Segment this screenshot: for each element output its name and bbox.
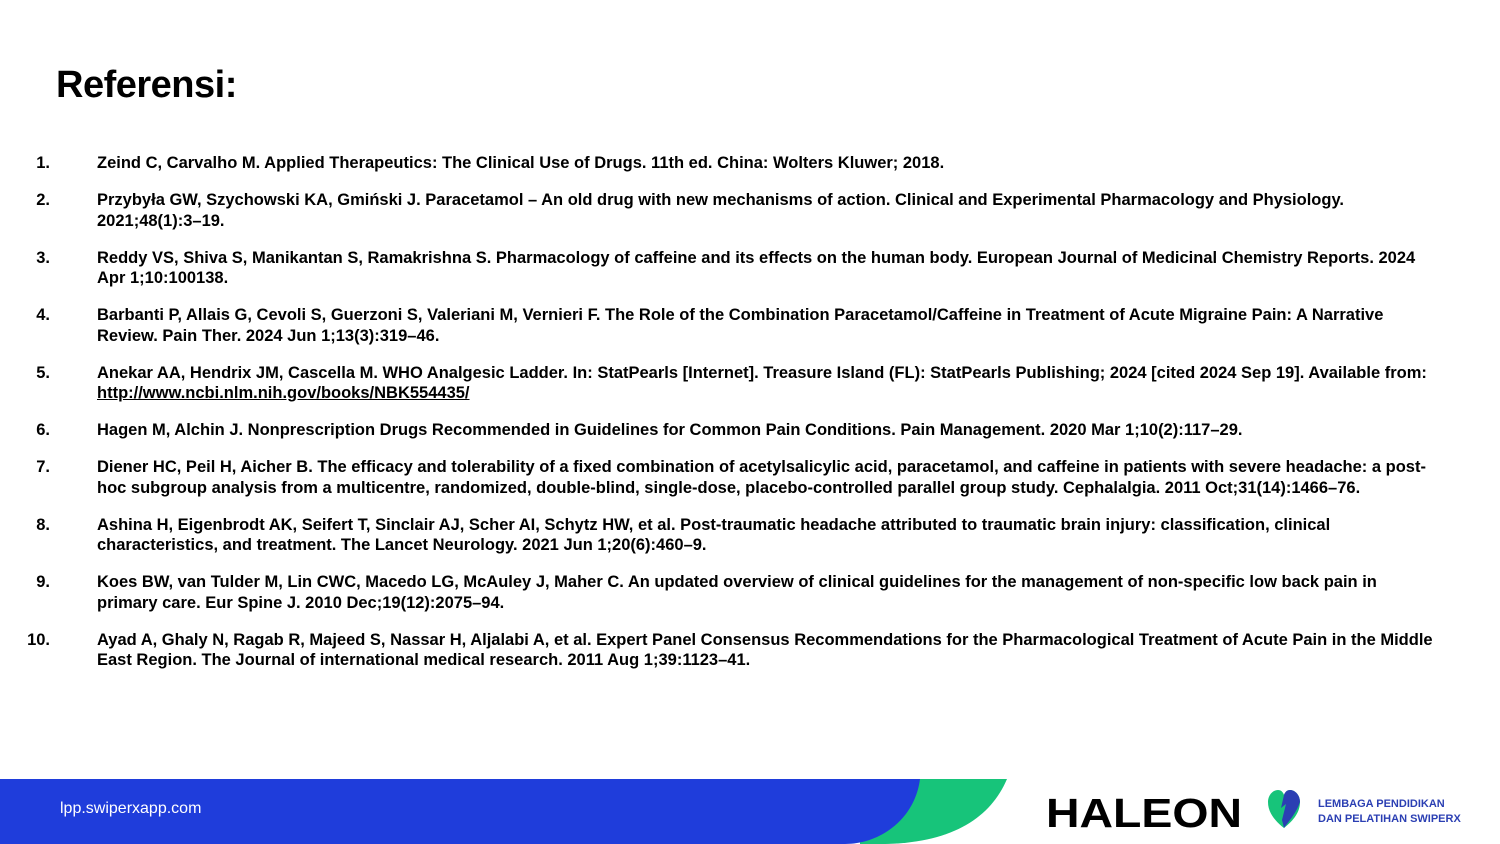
reference-number: 5. [36, 363, 50, 382]
reference-text: Zeind C, Carvalho M. Applied Therapeutics: The Clinical Use of Drugs. 11th ed. China: Wolters Kluwer; 2018. [97, 154, 945, 172]
reference-item [0, 572, 1440, 613]
footer-url[interactable]: lpp.swiperxapp.com [60, 800, 202, 817]
lpp-logo-text [1318, 797, 1461, 827]
lpp-heart-icon [1268, 790, 1300, 832]
reference-text: Anekar AA, Hendrix JM, Cascella M. WHO Analgesic Ladder. In: StatPearls [Internet]. Treasure Island (FL): StatPearls Publishing; 2024 [cited 2024 Sep 19]. Available from: [97, 363, 1427, 382]
reference-number: 9. [36, 573, 50, 591]
reference-text: Ayad A, Ghaly N, Ragab R, Majeed S, Nassar H, Aljalabi A, et al. Expert Panel Consensus Recommendations for the Pharmacological Treatment of Acute Pain in the Middle East Region. The Journal of international medical research. 2011 Aug 1;39:1123–41. [97, 630, 1433, 669]
reference-number: 10. [27, 630, 50, 649]
reference-number: 4. [36, 306, 50, 324]
lpp-logo-line1: LEMBAGA PENDIDIKAN [1318, 798, 1445, 810]
reference-number: 1. [36, 154, 50, 172]
reference-item [0, 190, 1440, 231]
reference-text: Przybyła GW, Szychowski KA, Gmiński J. Paracetamol – An old drug with new mechanisms of action. Clinical and Experimental Pharmacology and Physiology. 2021;48(1):3–19. [97, 191, 1344, 230]
reference-text: Koes BW, van Tulder M, Lin CWC, Macedo LG, McAuley J, Maher C. An updated overview of clinical guidelines for the management of non-specific low back pain in primary care. Eur Spine J. 2010 Dec;19(12):2075–94. [97, 573, 1377, 612]
reference-number: 3. [36, 248, 50, 267]
reference-item [0, 305, 1440, 346]
reference-number: 7. [36, 458, 50, 476]
reference-item [0, 248, 1440, 289]
reference-item [0, 363, 1440, 404]
reference-item [0, 420, 1440, 441]
page-title: Referensi: [56, 64, 237, 106]
reference-text: Ashina H, Eigenbrodt AK, Seifert T, Sinclair AJ, Scher AI, Schytz HW, et al. Post-traumatic headache attributed to traumatic brain injury: classification, clinical characteristics, and treatment. The Lancet Neurology. 2021 Jun 1;20(6):460–9. [97, 515, 1331, 554]
reference-text: Hagen M, Alchin J. Nonprescription Drugs Recommended in Guidelines for Common Pain Conditions. Pain Management. 2020 Mar 1;10(2):117–29. [97, 421, 1243, 439]
reference-text: Diener HC, Peil H, Aicher B. The efficacy and tolerability of a fixed combination of acetylsalicylic acid, paracetamol, and caffeine in patients with severe headache: a post-hoc subgroup analysis from a multicentre, randomized, double-blind, single-dose, placebo-controlled parallel group study. Cephalalgia. 2011 Oct;31(14):1466–76. [97, 458, 1426, 497]
reference-text: Reddy VS, Shiva S, Manikantan S, Ramakrishna S. Pharmacology of caffeine and its effects on the human body. European Journal of Medicinal Chemistry Reports. 2024 Apr 1;10:100138. [97, 248, 1416, 287]
reference-item [0, 457, 1440, 498]
reference-list [0, 153, 1440, 687]
haleon-logo [1046, 796, 1242, 828]
reference-item [0, 515, 1440, 556]
reference-number: 6. [36, 421, 50, 439]
reference-item [0, 630, 1440, 671]
reference-item [0, 153, 1440, 174]
reference-text: Barbanti P, Allais G, Cevoli S, Guerzoni S, Valeriani M, Vernieri F. The Role of the Combination Paracetamol/Caffeine in Treatment of Acute Migraine Pain: A Narrative Review. Pain Ther. 2024 Jun 1;13(3):319–46. [97, 306, 1384, 345]
reference-number: 2. [36, 191, 50, 209]
reference-number: 8. [36, 515, 50, 534]
lpp-logo-line2: DAN PELATIHAN SWIPERX [1318, 813, 1461, 825]
reference-link[interactable]: http://www.ncbi.nlm.nih.gov/books/NBK554435/ [97, 384, 470, 402]
haleon-logo-text: HALEON [1046, 796, 1242, 828]
